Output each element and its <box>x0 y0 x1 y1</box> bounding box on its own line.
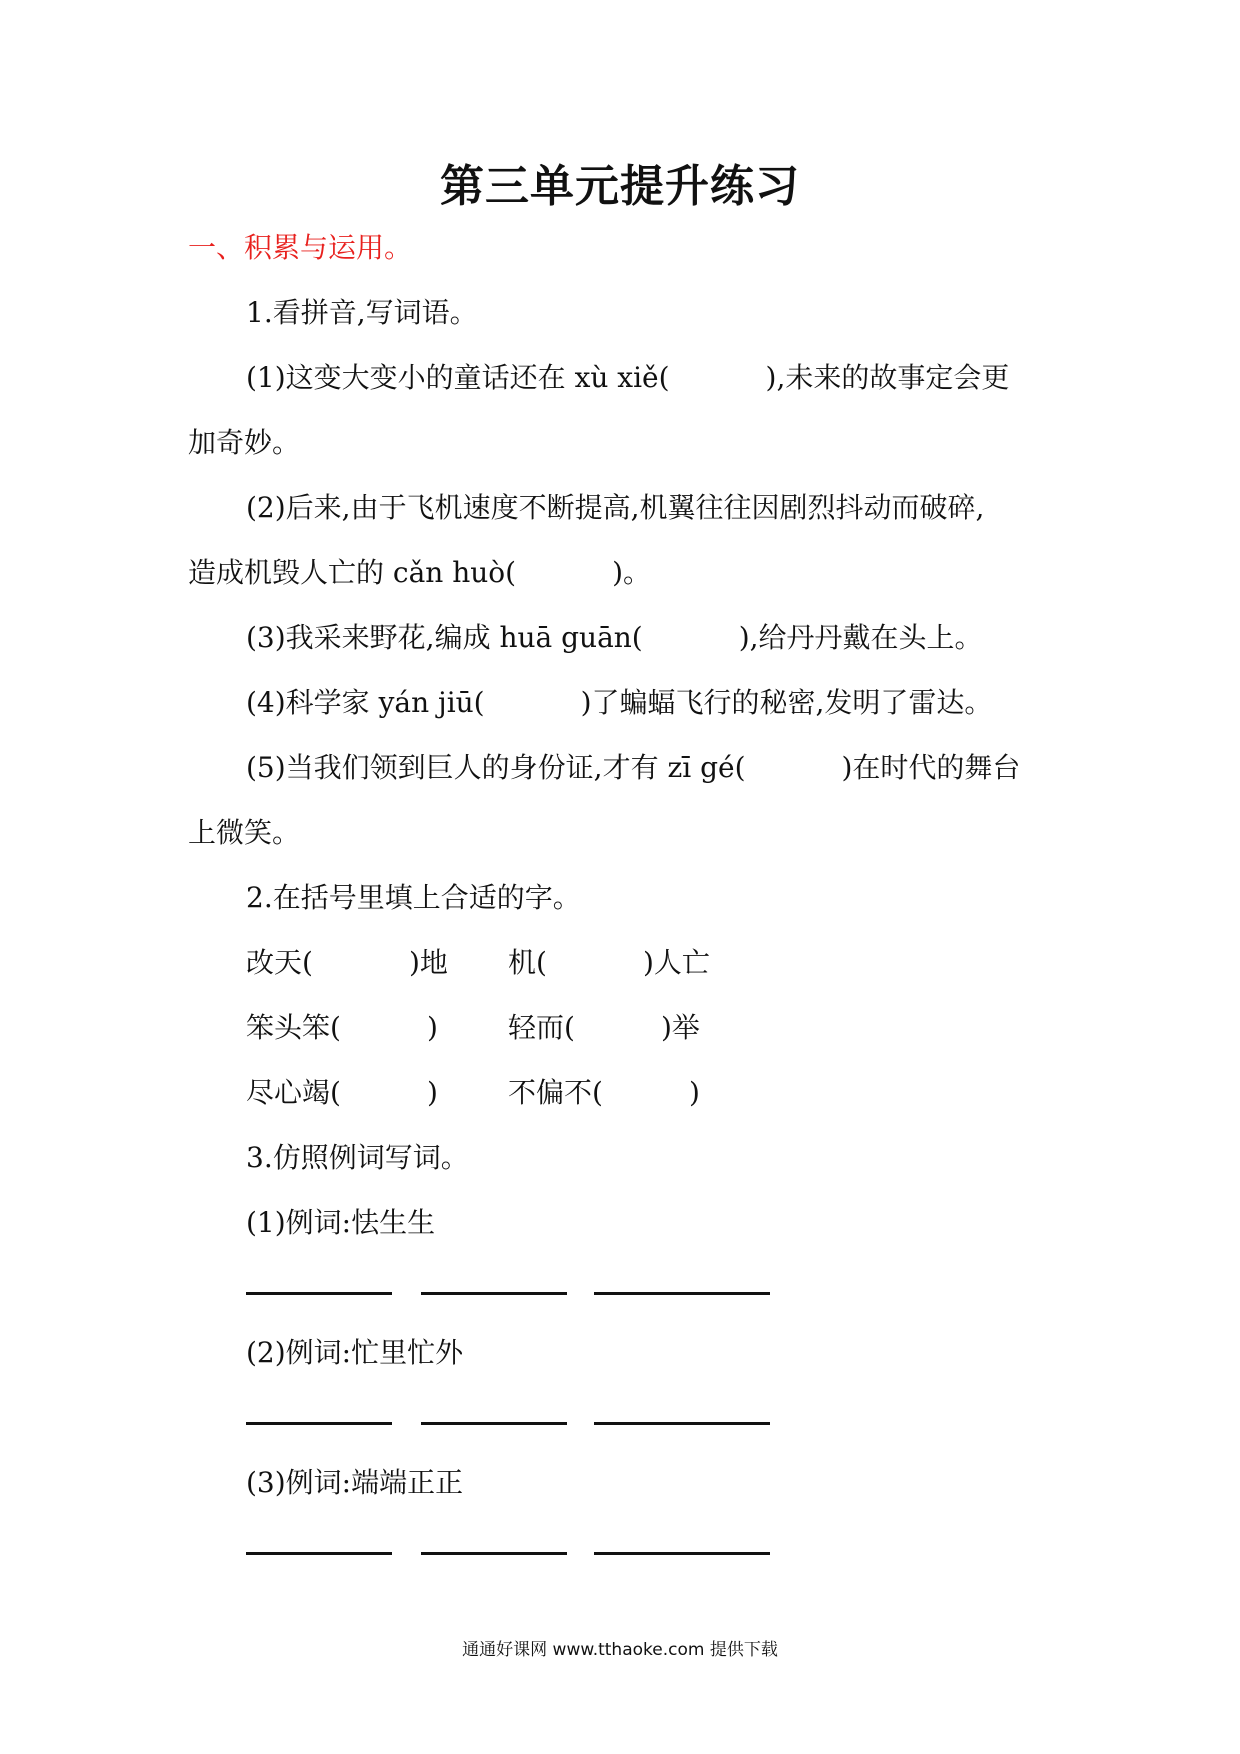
q3-example-3: (3)例词:端端正正 <box>246 1466 464 1499</box>
q1-item-1-text-a: (1)这变大变小的童话还在 xù xiě( <box>246 361 670 394</box>
idiom-text: ) <box>426 1076 438 1109</box>
q1-item-5-text-b: )在时代的舞台 <box>841 751 1021 784</box>
q2-idiom-2 <box>508 943 710 983</box>
q2-idiom-1 <box>246 943 448 983</box>
q1-heading: 1.看拼音,写词语。 <box>246 296 478 329</box>
idiom-text: 机( <box>508 946 547 979</box>
q1-item-4-text-a: (4)科学家 yán jiū( <box>246 686 485 719</box>
q1-item-1-text-b: ),未来的故事定会更 <box>765 361 1010 394</box>
answer-underline[interactable] <box>421 1552 567 1555</box>
q1-item-2-cont <box>188 553 651 593</box>
idiom-text: 改天( <box>246 946 313 979</box>
idiom-text: 笨头笨( <box>246 1011 341 1044</box>
q2-heading: 2.在括号里填上合适的字。 <box>246 881 581 914</box>
q2-idiom-6 <box>508 1073 700 1113</box>
idiom-text: )举 <box>660 1011 700 1044</box>
answer-underline[interactable] <box>421 1422 567 1425</box>
answer-underline[interactable] <box>246 1552 392 1555</box>
q1-item-2-text-b: 造成机毁人亡的 cǎn huò( <box>188 556 517 589</box>
idiom-text: )地 <box>408 946 448 979</box>
q1-item-4-text-b: )了蝙蝠飞行的秘密,发明了雷达。 <box>580 686 993 719</box>
q3-example-2: (2)例词:忙里忙外 <box>246 1336 464 1369</box>
q2-idiom-3 <box>246 1008 438 1048</box>
q1-item-3 <box>246 618 983 658</box>
page-title: 第三单元提升练习 <box>440 161 800 212</box>
q1-item-1 <box>246 358 1009 398</box>
idiom-text: 不偏不( <box>508 1076 603 1109</box>
answer-underline[interactable] <box>246 1292 392 1295</box>
q1-item-1-cont: 加奇妙。 <box>188 426 301 459</box>
q1-item-5-text-a: (5)当我们领到巨人的身份证,才有 zī gé( <box>246 751 746 784</box>
page-footer: 通通好课网 www.tthaoke.com 提供下载 <box>462 1640 778 1660</box>
idiom-text: )人亡 <box>642 946 710 979</box>
idiom-text: ) <box>688 1076 700 1109</box>
idiom-text: 轻而( <box>508 1011 575 1044</box>
answer-underline[interactable] <box>246 1422 392 1425</box>
q1-item-2: (2)后来,由于飞机速度不断提高,机翼往往因剧烈抖动而破碎, <box>246 491 985 524</box>
q2-idiom-4 <box>508 1008 700 1048</box>
answer-underline[interactable] <box>594 1422 770 1425</box>
q2-idiom-5 <box>246 1073 438 1113</box>
q1-item-5 <box>246 748 1020 788</box>
section-heading: 一、积累与运用。 <box>188 231 413 264</box>
answer-underline[interactable] <box>594 1552 770 1555</box>
q1-item-4 <box>246 683 992 723</box>
q1-item-3-text-a: (3)我采来野花,编成 huā guān( <box>246 621 643 654</box>
q1-item-2-text-c: )。 <box>612 556 651 589</box>
idiom-text: 尽心竭( <box>246 1076 341 1109</box>
idiom-text: ) <box>426 1011 438 1044</box>
answer-underline[interactable] <box>594 1292 770 1295</box>
q1-item-5-cont: 上微笑。 <box>188 816 301 849</box>
answer-underline[interactable] <box>421 1292 567 1295</box>
q1-item-3-text-b: ),给丹丹戴在头上。 <box>738 621 983 654</box>
q3-example-1: (1)例词:怯生生 <box>246 1206 436 1239</box>
q3-heading: 3.仿照例词写词。 <box>246 1141 469 1174</box>
